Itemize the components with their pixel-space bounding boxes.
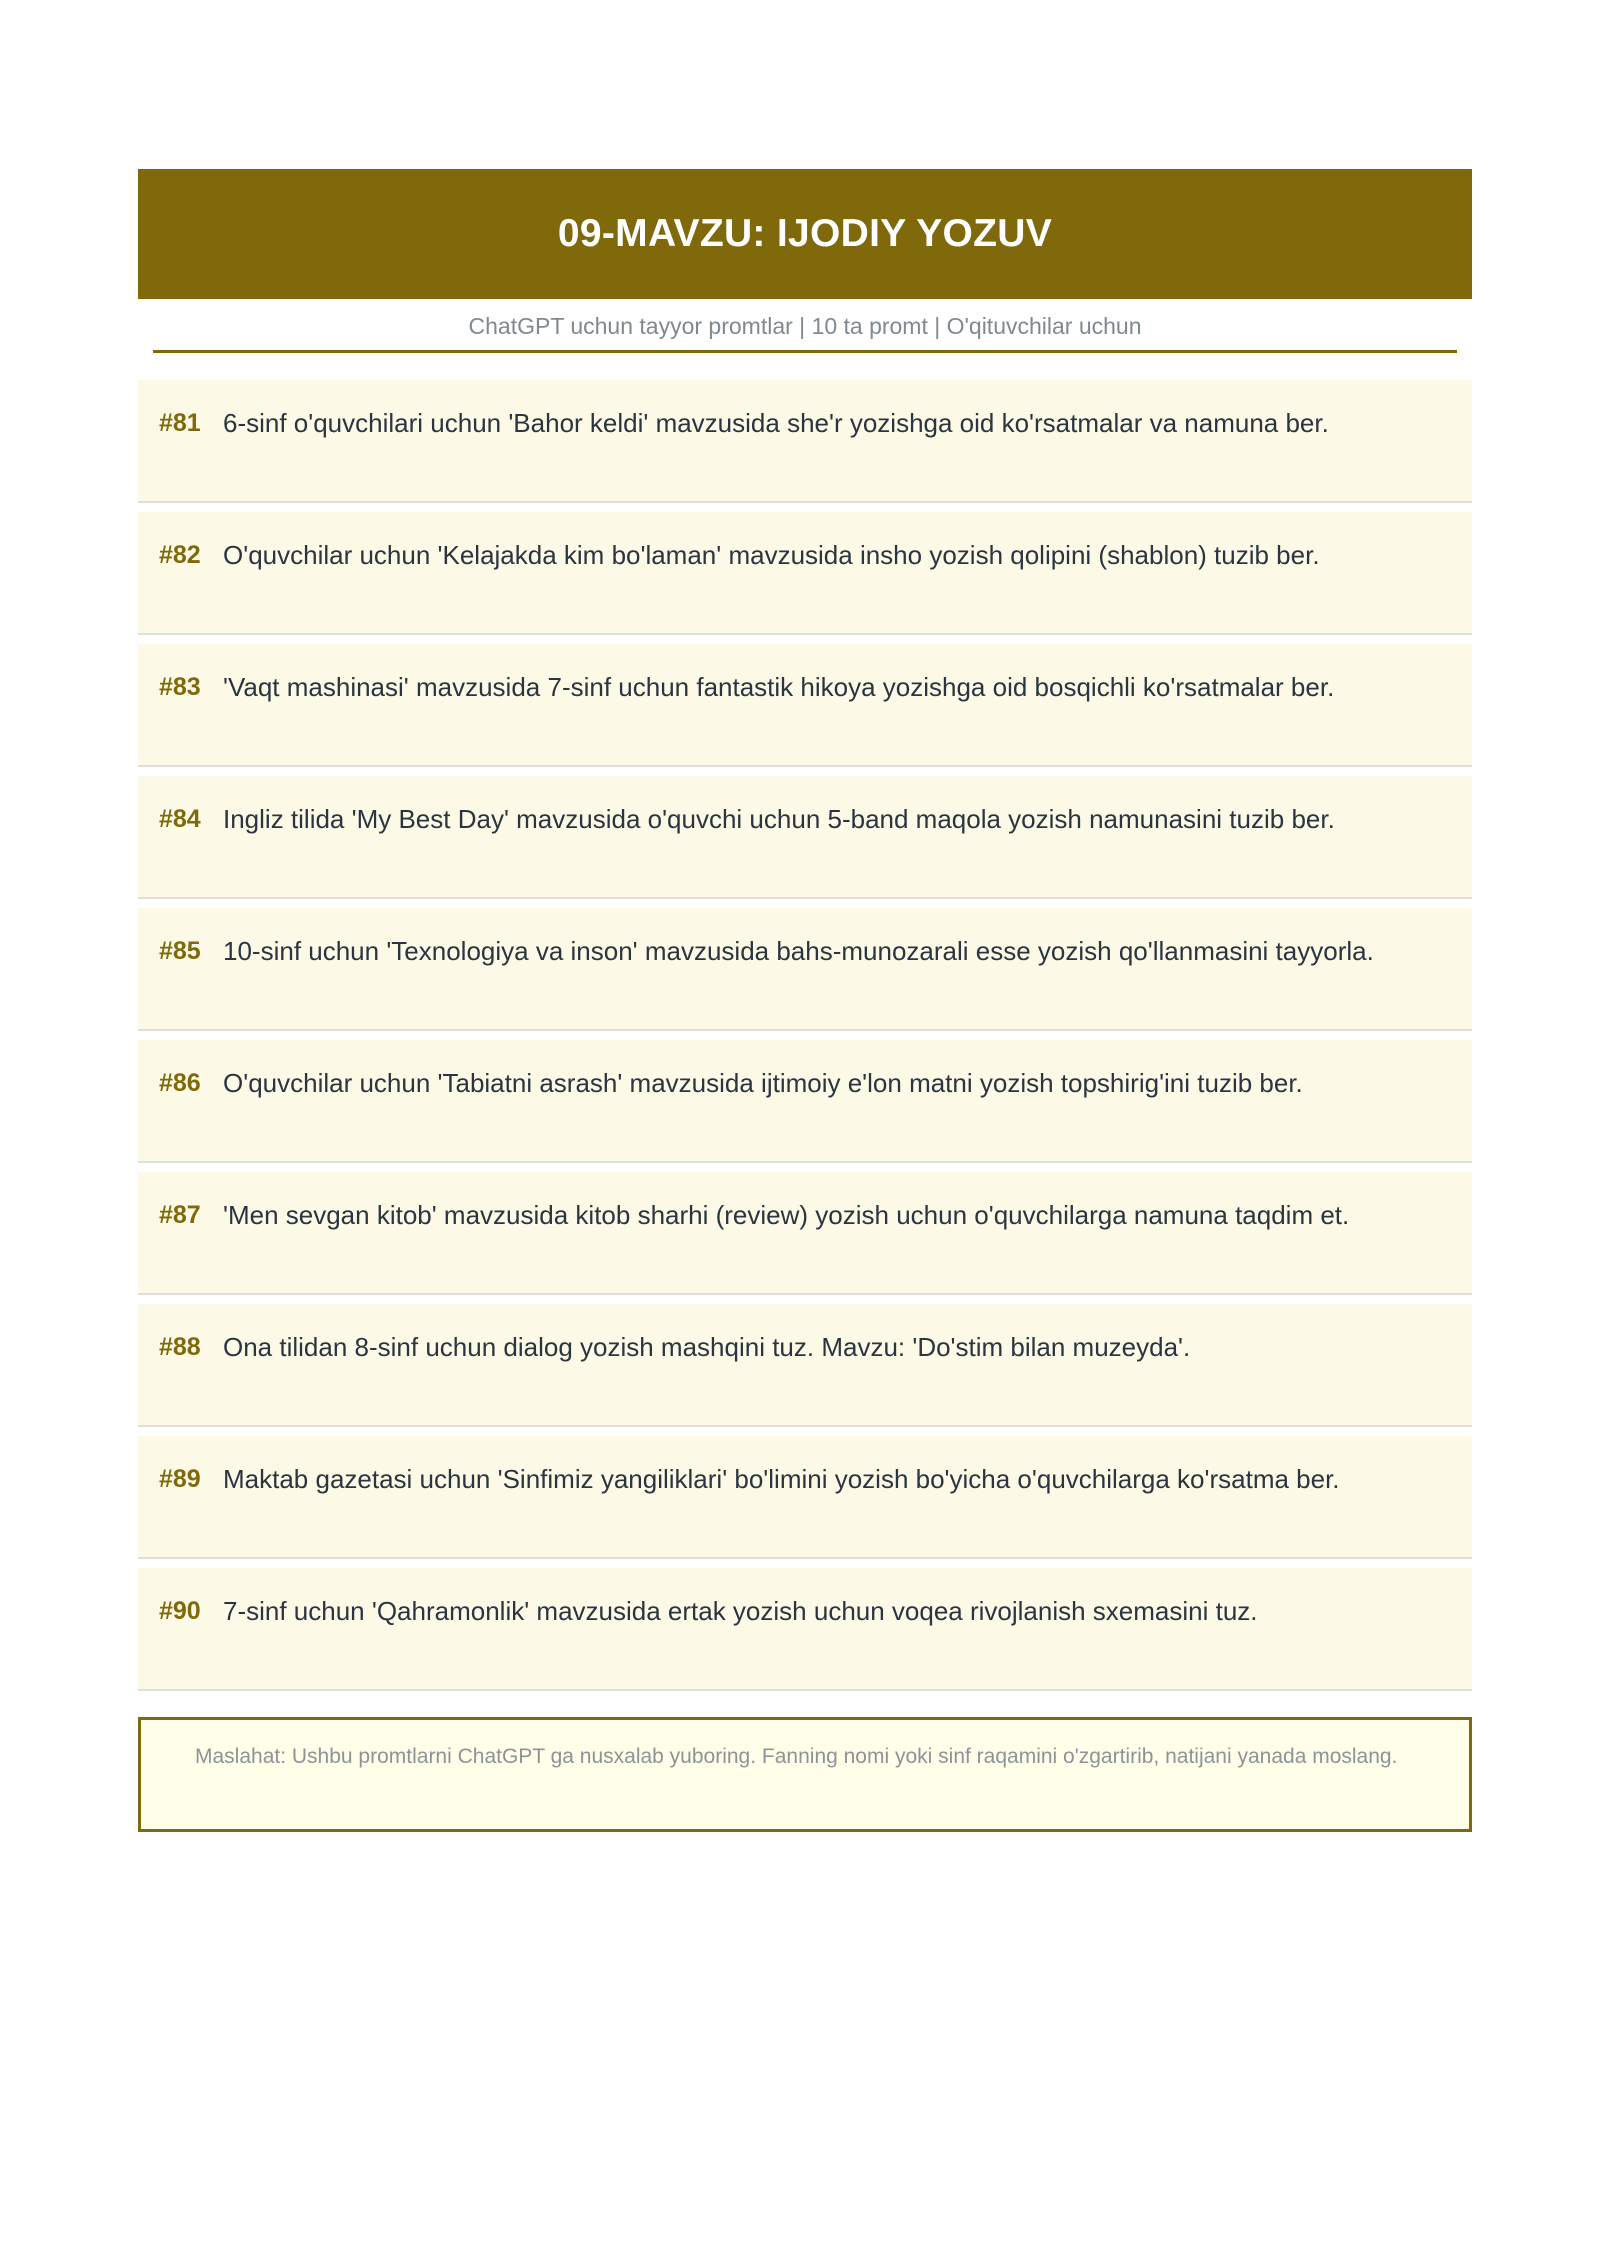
prompt-item xyxy=(138,1040,1472,1163)
prompt-number: #84 xyxy=(159,805,201,833)
prompt-text: O'quvchilar uchun 'Kelajakda kim bo'laman' mavzusida insho yozish qolipini (shablon) tuzib ber. xyxy=(223,540,1320,570)
tip-box xyxy=(138,1717,1472,1832)
prompt-text: 10-sinf uchun 'Texnologiya va inson' mavzusida bahs-munozarali esse yozish qo'llanmasini tayyorla. xyxy=(223,936,1374,966)
prompt-number: #90 xyxy=(159,1597,201,1625)
prompt-item xyxy=(138,380,1472,503)
prompt-number: #88 xyxy=(159,1333,201,1361)
subtitle-bar xyxy=(153,299,1457,353)
prompt-number: #82 xyxy=(159,541,201,569)
tip-text: Maslahat: Ushbu promtlarni ChatGPT ga nusxalab yuboring. Fanning nomi yoki sinf raqamini o'zgartirib, natijani yanada moslang. xyxy=(195,1745,1398,1768)
prompt-number: #87 xyxy=(159,1201,201,1229)
prompt-text: 'Vaqt mashinasi' mavzusida 7-sinf uchun fantastik hikoya yozishga oid bosqichli ko'rsatmalar ber. xyxy=(223,672,1335,702)
prompt-item xyxy=(138,1172,1472,1295)
prompt-item xyxy=(138,1304,1472,1427)
prompt-number: #81 xyxy=(159,409,201,437)
prompt-text: Ona tilidan 8-sinf uchun dialog yozish mashqini tuz. Mavzu: 'Do'stim bilan muzeyda'. xyxy=(223,1332,1191,1362)
page-subtitle: ChatGPT uchun tayyor promtlar | 10 ta promt | O'qituvchilar uchun xyxy=(468,312,1142,339)
prompt-text: O'quvchilar uchun 'Tabiatni asrash' mavzusida ijtimoiy e'lon matni yozish topshirig'ini tuzib ber. xyxy=(223,1068,1303,1098)
prompt-list xyxy=(138,380,1472,1691)
prompt-number: #83 xyxy=(159,673,201,701)
prompt-text: 6-sinf o'quvchilari uchun 'Bahor keldi' mavzusida she'r yozishga oid ko'rsatmalar va namuna ber. xyxy=(223,408,1329,438)
prompt-item xyxy=(138,644,1472,767)
page-title: 09-MAVZU: IJODIY YOZUV xyxy=(557,212,1053,255)
document-page xyxy=(138,169,1472,1832)
prompt-item xyxy=(138,776,1472,899)
prompt-number: #89 xyxy=(159,1465,201,1493)
prompt-text: Maktab gazetasi uchun 'Sinfimiz yangiliklari' bo'limini yozish bo'yicha o'quvchilarga ko'rsatma ber. xyxy=(223,1464,1340,1494)
prompt-item xyxy=(138,1436,1472,1559)
prompt-item xyxy=(138,512,1472,635)
prompt-item xyxy=(138,908,1472,1031)
prompt-number: #85 xyxy=(159,937,201,965)
prompt-number: #86 xyxy=(159,1069,201,1097)
prompt-text: 7-sinf uchun 'Qahramonlik' mavzusida ertak yozish uchun voqea rivojlanish sxemasini tuz. xyxy=(223,1596,1258,1626)
prompt-text: 'Men sevgan kitob' mavzusida kitob sharhi (review) yozish uchun o'quvchilarga namuna taqdim et. xyxy=(223,1200,1350,1230)
prompt-text: Ingliz tilida 'My Best Day' mavzusida o'quvchi uchun 5-band maqola yozish namunasini tuzib ber. xyxy=(223,804,1335,834)
prompt-item xyxy=(138,1568,1472,1691)
title-banner xyxy=(138,169,1472,299)
